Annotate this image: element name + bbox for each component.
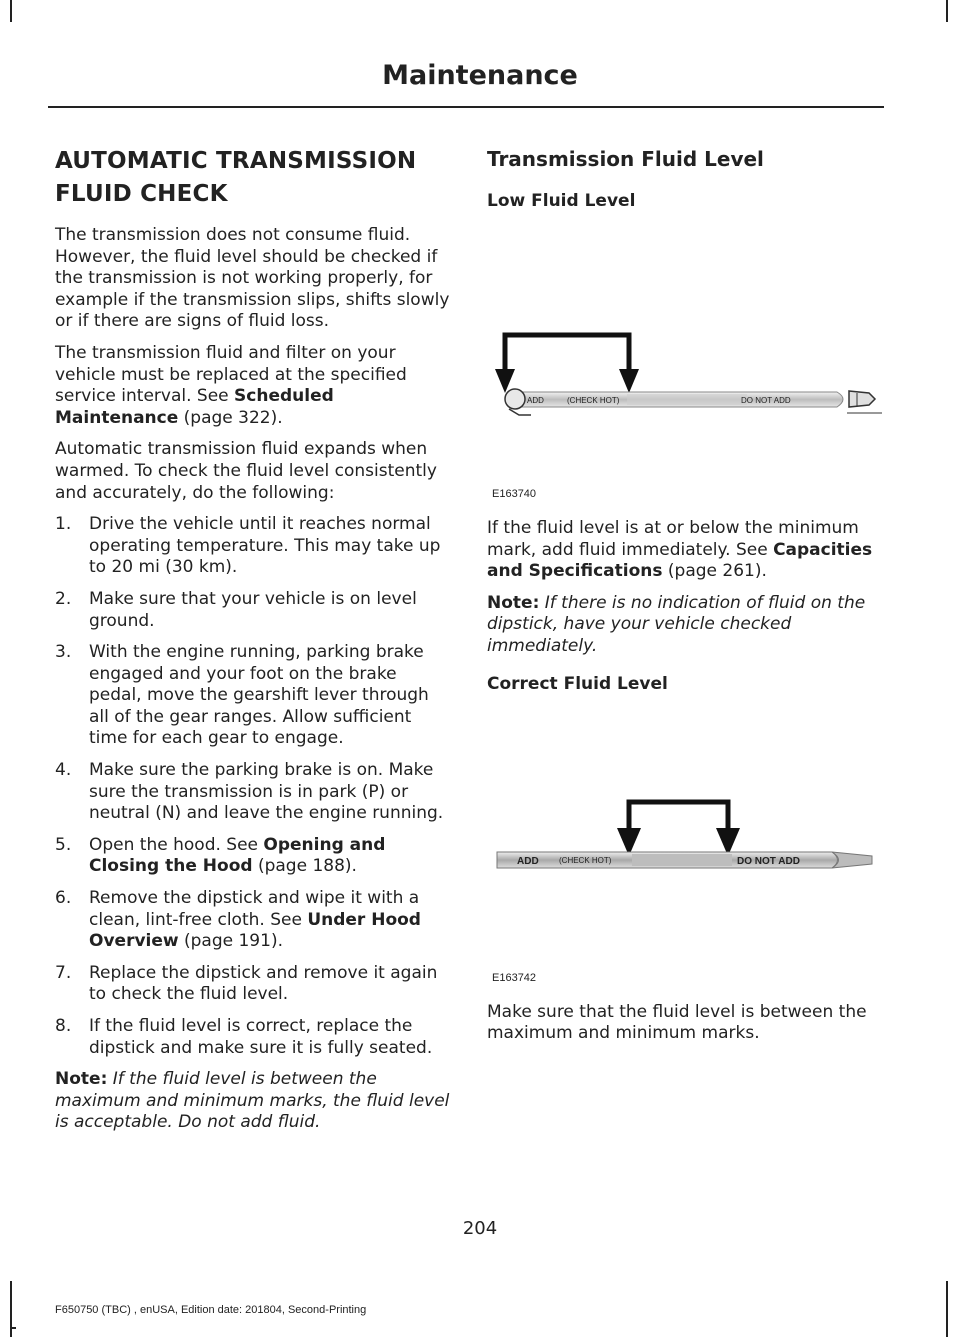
page-number: 204 (462, 1218, 498, 1239)
step-text: Make sure the parking brake is on. Make sure the transmission is in park (P) or neutral (N) and leave the engine running. (89, 760, 444, 824)
step-text: Open the hood. See (89, 834, 264, 855)
step-number: 3. (55, 642, 72, 663)
note-text: If there is no indication of fluid on the dipstick, have your vehicle checked immediately. (487, 592, 866, 656)
step-text: Make sure that your vehicle is on level ground. (89, 588, 417, 631)
low-page-ref: (page 261). (662, 561, 767, 582)
crop-mark-bottom-right (946, 1281, 948, 1337)
bracket-line (505, 335, 629, 371)
note-label: Note: (55, 1069, 108, 1090)
scheduled-maintenance-link[interactable]: Scheduled Maintenance (55, 386, 334, 428)
step-text: If the fluid level is correct, replace the dipstick and make sure it is fully seated. (89, 1016, 433, 1058)
header-rule (48, 106, 884, 108)
check-hot-mark: (CHECK HOT) (559, 855, 612, 865)
list-item (55, 1016, 450, 1059)
step-text: Drive the vehicle until it reaches normal operating temperature. This may take up to 20 mi (30 km). (89, 514, 441, 578)
figure-code: E163740 (492, 488, 537, 500)
do-not-add-mark: DO NOT ADD (741, 396, 791, 405)
left-column (55, 145, 450, 1144)
hatch-area (627, 394, 747, 405)
max-arrow (619, 369, 639, 393)
low-fluid-text: If the fluid level is at or below the minimum mark, add fluid immediately. See (487, 518, 859, 560)
dipstick-tail (832, 852, 872, 868)
steps-list (55, 514, 450, 1059)
do-not-add-mark: DO NOT ADD (737, 855, 800, 867)
service-paragraph (55, 343, 450, 429)
low-fluid-dipstick-illustration (487, 213, 882, 473)
note-paragraph (55, 1069, 450, 1134)
under-hood-overview-link[interactable]: Under Hood Overview (89, 909, 421, 952)
step-number: 1. (55, 514, 72, 535)
correct-fluid-heading: Correct Fluid Level (487, 673, 668, 694)
step-number: 8. (55, 1016, 72, 1036)
check-hot-mark: (CHECK HOT) (567, 396, 620, 405)
step-page-ref: (page 188). (252, 856, 357, 877)
step-number: 7. (55, 962, 72, 983)
capacities-link[interactable]: Capacities and Specifications (487, 539, 873, 582)
dipstick-tip (505, 389, 525, 409)
right-column (487, 145, 882, 1055)
figure-code: E163742 (492, 971, 537, 984)
note-text: If the fluid level is between the maximum and minimum marks, the fluid level is acceptable. Do not add fluid. (55, 1069, 450, 1133)
list-item (55, 514, 450, 579)
section-heading: AUTOMATIC TRANSMISSION FLUID CHECK (55, 148, 417, 207)
note-label: Note: (487, 592, 540, 613)
service-page-ref: (page 322). (178, 407, 283, 428)
step-text: With the engine running, parking brake engaged and your foot on the brake pedal, move the gearshift lever through all of the gear ranges. Allow sufficient time for each gear to engage. (89, 642, 429, 749)
bracket-line (629, 802, 728, 830)
list-item (55, 888, 450, 953)
step-number: 2. (55, 588, 72, 609)
fluid-level-heading: Transmission Fluid Level (487, 147, 764, 171)
opening-hood-link[interactable]: Opening and Closing the Hood (89, 834, 386, 877)
list-item (55, 589, 450, 632)
intro-paragraph: The transmission does not consume fluid. However, the fluid level should be checked if the transmission is not working properly, for example if the transmission slips, shifts slowly or if there are signs of fluid loss. (55, 225, 450, 332)
expands-paragraph: Automatic transmission fluid expands when warmed. To check the fluid level consistently and accurately, do the following: (55, 439, 437, 503)
list-item (55, 963, 450, 1006)
step-page-ref: (page 191). (178, 931, 283, 952)
service-text: The transmission fluid and filter on your vehicle must be replaced at the specified service interval. See (55, 342, 407, 407)
footer-text: F650750 (TBC) , enUSA, Edition date: 201804, Second-Printing (55, 1304, 367, 1316)
list-item (55, 760, 450, 825)
list-item (55, 642, 450, 750)
step-text: Remove the dipstick and wipe it with a clean, lint-free cloth. See (89, 888, 420, 930)
right-note-paragraph (487, 593, 882, 658)
low-fluid-heading: Low Fluid Level (487, 191, 636, 211)
step-number: 4. (55, 760, 72, 781)
dipstick-handle (849, 391, 875, 407)
crop-mark-bottom-left-h (10, 1327, 16, 1329)
add-mark: ADD (517, 855, 539, 867)
step-text: Replace the dipstick and remove it again to check the fluid level. (89, 962, 438, 1005)
list-item (55, 835, 450, 878)
low-fluid-figure (487, 213, 882, 503)
step-number: 5. (55, 834, 72, 855)
correct-fluid-paragraph: Make sure that the fluid level is between the maximum and minimum marks. (487, 1001, 867, 1044)
crop-mark-top-left (10, 0, 12, 22)
step-number: 6. (55, 888, 72, 909)
correct-fluid-figure (487, 696, 882, 988)
add-mark: ADD (527, 396, 544, 405)
hatch-area (632, 854, 732, 866)
low-fluid-paragraph (487, 518, 882, 583)
page-header-title: Maintenance (382, 60, 578, 91)
correct-fluid-dipstick-illustration (487, 696, 882, 956)
crop-mark-top-right (946, 0, 948, 22)
